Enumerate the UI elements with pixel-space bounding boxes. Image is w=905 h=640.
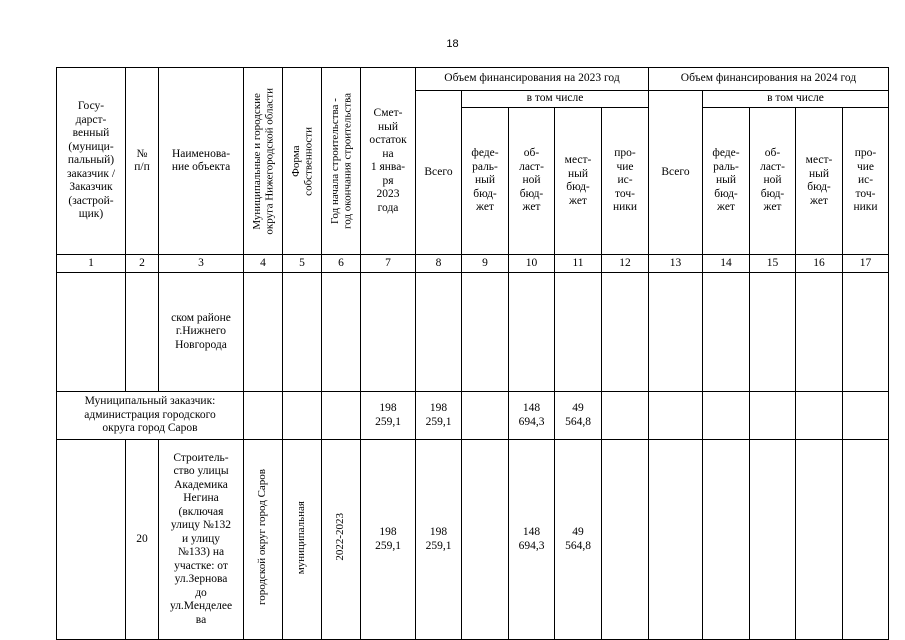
customer-name: Муниципальный заказчик: администрация городского округа город Саров (57, 392, 244, 440)
header-other-2024: про- чие ис- точ- ники (843, 108, 889, 255)
header-regional-2024: об- ласт- ной бюд- жет (750, 108, 796, 255)
customer-local-2023: 49 564,8 (555, 392, 602, 440)
table-row (57, 392, 889, 440)
header-local-2024: мест- ный бюд- жет (796, 108, 843, 255)
column-number: 8 (416, 255, 462, 273)
header-years (322, 68, 361, 255)
column-number: 1 (57, 255, 126, 273)
item-total-2023: 198 259,1 (416, 440, 462, 640)
item-district (244, 440, 283, 640)
header-years-text: Год начала строительства - год окончания строительства (328, 93, 353, 229)
item-number: 20 (126, 440, 159, 640)
header-federal-2024: феде- раль- ный бюд- жет (703, 108, 750, 255)
header-financing-2023: Объем финансирования на 2023 год (416, 68, 649, 91)
header-ownership-text: Форма собственности (289, 126, 314, 196)
header-federal-2023: феде- раль- ный бюд- жет (462, 108, 509, 255)
column-number: 5 (283, 255, 322, 273)
table-row (57, 273, 889, 392)
column-number: 9 (462, 255, 509, 273)
header-object-name: Наименова- ние объекта (159, 68, 244, 255)
column-number: 4 (244, 255, 283, 273)
header-local-2023: мест- ный бюд- жет (555, 108, 602, 255)
item-estimate: 198 259,1 (361, 440, 416, 640)
financing-table (56, 67, 889, 640)
column-number: 10 (509, 255, 555, 273)
header-including-2023: в том числе (462, 91, 649, 108)
customer-estimate: 198 259,1 (361, 392, 416, 440)
item-years (322, 440, 361, 640)
item-ownership (283, 440, 322, 640)
column-number: 11 (555, 255, 602, 273)
object-name-continuation: ском районе г.Нижнего Новгорода (159, 273, 244, 392)
column-number-row (57, 255, 889, 273)
header-customer: Госу- дарст- венный (муници- пальный) заказчик / Заказчик (застрой- щик) (57, 68, 126, 255)
page-number: 18 (446, 38, 459, 50)
header-other-2023: про- чие ис- точ- ники (602, 108, 649, 255)
column-number: 6 (322, 255, 361, 273)
column-number: 2 (126, 255, 159, 273)
header-ownership (283, 68, 322, 255)
header-total-2024: Всего (649, 91, 703, 255)
header-estimate: Смет- ный остаток на 1 янва- ря 2023 года (361, 68, 416, 255)
header-including-2024: в том числе (703, 91, 889, 108)
column-number: 12 (602, 255, 649, 273)
item-years-text: 2022-2023 (334, 513, 347, 562)
column-number: 16 (796, 255, 843, 273)
customer-regional-2023: 148 694,3 (509, 392, 555, 440)
header-regional-2023: об- ласт- ной бюд- жет (509, 108, 555, 255)
item-local-2023: 49 564,8 (555, 440, 602, 640)
header-district-text: Муниципальные и городские округа Нижегородской области (250, 87, 275, 235)
column-number: 17 (843, 255, 889, 273)
column-number: 7 (361, 255, 416, 273)
item-ownership-text: муниципальная (295, 500, 308, 574)
column-number: 3 (159, 255, 244, 273)
header-total-2023: Всего (416, 91, 462, 255)
table-row (57, 440, 889, 640)
column-number: 13 (649, 255, 703, 273)
customer-total-2023: 198 259,1 (416, 392, 462, 440)
header-district (244, 68, 283, 255)
header-financing-2024: Объем финансирования на 2024 год (649, 68, 889, 91)
header-number: № п/п (126, 68, 159, 255)
item-district-text: городской округ город Саров (256, 469, 269, 606)
column-number: 14 (703, 255, 750, 273)
item-object-name: Строитель- ство улицы Академика Негина (включая улицу №132 и улицу №133) на участке: от ул.Зернова до ул.Менделее ва (159, 440, 244, 640)
column-number: 15 (750, 255, 796, 273)
item-regional-2023: 148 694,3 (509, 440, 555, 640)
